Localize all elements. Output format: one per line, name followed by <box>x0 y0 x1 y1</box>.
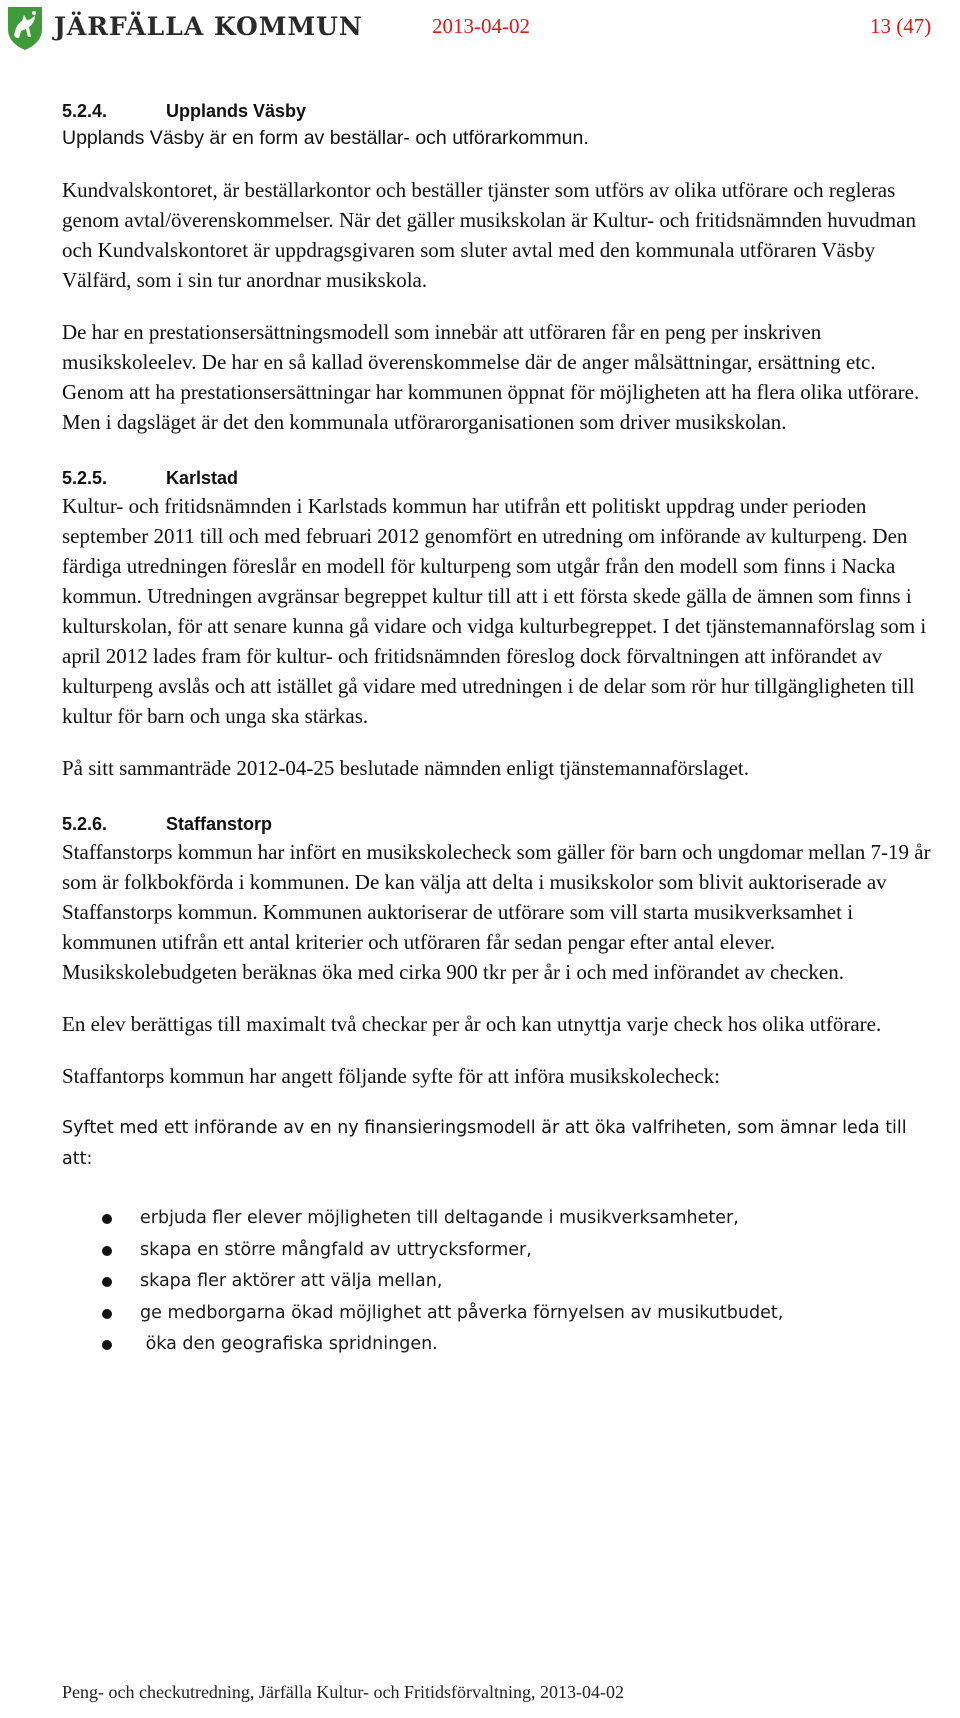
section-title: Upplands Väsby <box>166 101 307 121</box>
org-name: JÄRFÄLLA KOMMUN <box>54 12 363 41</box>
purpose-intro: Syftet med ett införande av en ny finansieringsmodell är att öka valfriheten, som ämnar leda till att: <box>62 1118 907 1169</box>
list-item: skapa en större mångfald av uttrycksformer, <box>62 1235 934 1267</box>
municipal-crest-icon <box>6 5 44 51</box>
bullet-icon <box>102 1214 112 1224</box>
page-header <box>0 0 960 56</box>
header-date: 2013-04-02 <box>432 14 530 38</box>
section-title: Karlstad <box>166 468 239 488</box>
list-item: ge medborgarna ökad möjlighet att påverka förnyelsen av musikutbudet, <box>62 1298 934 1330</box>
section-title: Staffanstorp <box>166 814 273 834</box>
paragraph: De har en prestationsersättningsmodell som innebär att utföraren får en peng per inskriven musikskoleelev. De har en så kallad överenskommelse där de anger målsättningar, ersättning etc. Genom att ha prestationsersättningar har kommunen öppnat för möjligheten att ha flera olika utförare. Men i dagsläget är det den kommunala utförarorganisationen som driver musikskolan. <box>62 320 920 434</box>
section-number: 5.2.6. <box>62 814 108 834</box>
bullet-icon <box>102 1246 112 1256</box>
bullet-icon <box>102 1340 112 1350</box>
paragraph: Staffanstorps kommun har infört en musikskolecheck som gäller för barn och ungdomar mellan 7-19 år som är folkbokförda i kommunen. De kan välja att delta i musikskolor som blivit auktoriserade av Staffanstorps kommun. Kommunen auktoriserar de utförare som vill starta musikverksamhet i kommunen utifrån ett antal kriterier och utföraren får sedan pengar efter antal elever. Musikskolebudgeten beräknas öka med cirka 900 tkr per år i och med införandet av checken. <box>62 840 931 984</box>
list-item: skapa fler aktörer att välja mellan, <box>62 1266 934 1298</box>
document-body <box>62 98 934 1361</box>
paragraph: En elev berättigas till maximalt två checkar per år och kan utnyttja varje check hos olika utförare. <box>62 1012 882 1036</box>
paragraph: Kultur- och fritidsnämnden i Karlstads kommun har utifrån ett politiskt uppdrag under perioden september 2011 till och med februari 2012 genomfört en utredning om införande av kulturpeng. Den färdiga utredningen föreslår en modell för kulturpeng som utgår från den modell som finns i Nacka kommun. Utredningen avgränsar begreppet kultur till att i ett första skede gälla de ämnen som finns i kulturskolan, för att senare kunna gå vidare och vidga kulturbegreppet. I det tjänstemannaförslag som i april 2012 lades fram för kultur- och fritidsnämnden föreslog dock förvaltningen att införandet av kulturpeng avslås och att istället gå vidare med utredningen i de delar som rör hur tillgängligheten till kultur för barn och unga ska stärkas. <box>62 494 927 728</box>
purpose-list <box>62 1203 934 1361</box>
list-item: erbjuda fler elever möjligheten till deltagande i musikverksamheter, <box>62 1203 934 1235</box>
section-number: 5.2.4. <box>62 101 108 121</box>
section-number: 5.2.5. <box>62 468 108 488</box>
section-heading <box>62 465 934 491</box>
page-footer: Peng- och checkutredning, Järfälla Kultur- och Fritidsförvaltning, 2013-04-02 <box>62 1682 624 1702</box>
paragraph: Kundvalskontoret, är beställarkontor och beställer tjänster som utförs av olika utförare och regleras genom avtal/överenskommelser. När det gäller musikskolan är Kultur- och fritidsnämnden huvudman och Kundvalskontoret är uppdragsgivaren som sluter avtal med den kommunala utföraren Väsby Välfärd, som i sin tur anordnar musikskola. <box>62 178 916 292</box>
section-heading <box>62 811 934 837</box>
paragraph: Staffantorps kommun har angett följande syfte för att införa musikskolecheck: <box>62 1064 721 1088</box>
paragraph: På sitt sammanträde 2012-04-25 beslutade nämnden enligt tjänstemannaförslaget. <box>62 756 749 780</box>
list-item: öka den geografiska spridningen. <box>62 1329 934 1361</box>
section-heading <box>62 98 934 124</box>
bullet-icon <box>102 1309 112 1319</box>
bullet-icon <box>102 1277 112 1287</box>
paragraph: Upplands Väsby är en form av beställar- och utförarkommun. <box>62 127 589 149</box>
page-number: 13 (47) <box>870 14 932 38</box>
